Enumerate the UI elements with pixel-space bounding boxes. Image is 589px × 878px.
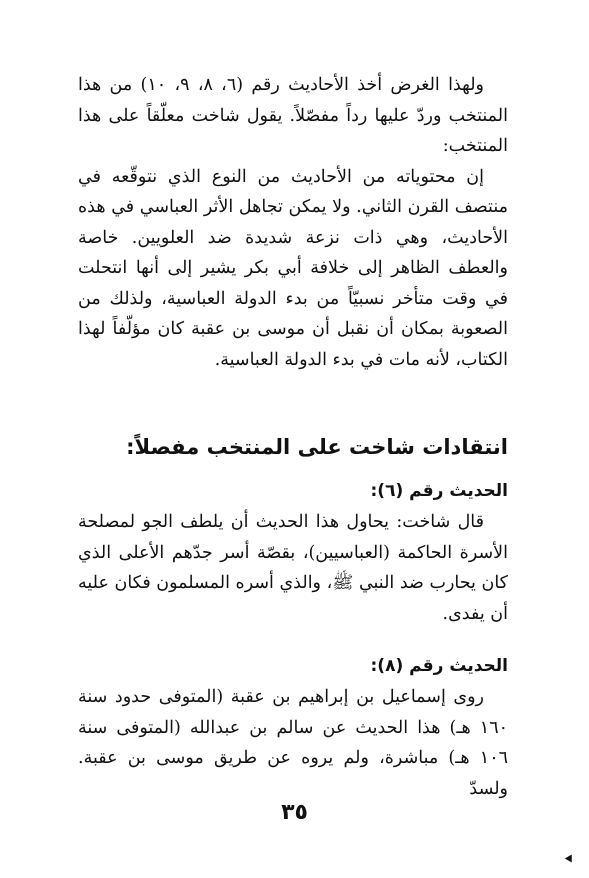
intro-text [78,70,508,375]
section-heading: انتقادات شاخت على المنتخب مفصلاً: [126,435,508,459]
hadith-6-heading: الحديث رقم (٦): [370,481,508,501]
paragraph-quote: إن محتوياته من الأحاديث من النوع الذي نتوقّعه في منتصف القرن الثاني. ولا يمكن تجاهل الأثر العباسي في هذه الأحاديث، وهي ذات نزعة شديدة ضد العلويين. خاصة والعطف الظاهر إلى خلافة أبي بكر يشير إلى أنها انتحلت في وقت متأخر نسبيّاً من بدء الدولة العباسية، ولذلك من الصعوبة بمكان أن نقبل أن موسى بن عقبة كان مؤلّفاً لهذا الكتاب، لأنه مات في بدء الدولة العباسية. [78,166,508,370]
hadith-8-heading: الحديث رقم (٨): [370,656,508,676]
corner-mark [565,854,575,864]
hadith-8-text-block [78,682,508,804]
hadith-8-text: روى إسماعيل بن إبراهيم بن عقبة (المتوفى حدود سنة ١٦٠ هـ) هذا الحديث عن سالم بن عبدالله (المتوفى سنة ١٠٦ هـ) مباشرة، ولم يروه عن طريق موسى بن عقبة. ولسدّ [78,687,508,799]
paragraph-intro: ولهذا الغرض أخذ الأحاديث رقم (٦، ٨، ٩، ١٠) من هذا المنتخب وردّ عليها رداً مفصّلاً. يقول شاخت معلّقاً على هذا المنتخب: [78,75,508,156]
hadith-6-text-block [78,507,508,629]
hadith-6-text: قال شاخت: يحاول هذا الحديث أن يلطف الجو لمصلحة الأسرة الحاكمة (العباسيين)، بقصّة أسر جدّهم الأعلى الذي كان يحارب ضد النبي ﷺ، والذي أسره المسلمون فكان عليه أن يفدى. [78,512,508,624]
page-number: ٣٥ [281,800,308,825]
